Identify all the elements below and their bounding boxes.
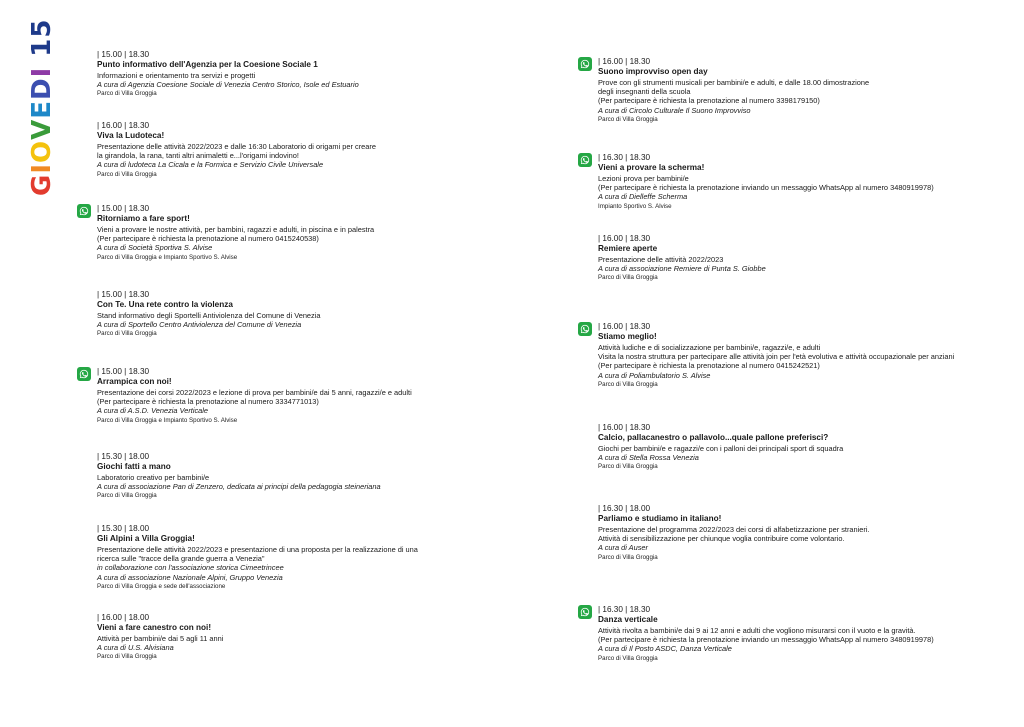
event-description: (Per partecipare è richiesta la prenotazione al numero 3398179150) xyxy=(598,96,820,106)
event-time: | 16.00 | 18.30 xyxy=(97,121,150,130)
event-organizer: A cura di U.S. Alvisiana xyxy=(97,642,174,652)
event-description: la girandola, la rana, tanti altri animaletti e...l'origami indovino! xyxy=(97,150,299,160)
event-description: (Per partecipare è richiesta la prenotazione al numero 0415242521) xyxy=(598,361,820,371)
event-title: Vieni a fare canestro con noi! xyxy=(97,623,212,632)
event-location: Parco di Villa Groggia xyxy=(598,381,658,389)
event-item xyxy=(97,290,497,339)
event-description: (Per partecipare è richiesta la prenotazione al numero 0415240538) xyxy=(97,233,319,243)
event-item xyxy=(97,524,497,592)
event-description: Lezioni prova per bambini/e xyxy=(598,173,689,183)
event-location: Parco di Villa Groggia xyxy=(97,170,157,178)
day-title xyxy=(27,18,57,196)
event-description: (Per partecipare è richiesta la prenotazione inviando un messaggio WhatsApp al numero 3480919978) xyxy=(598,182,934,192)
event-item xyxy=(598,504,1018,563)
event-time: | 16.00 | 18.30 xyxy=(598,57,651,66)
event-description: Presentazione delle attività 2022/2023 xyxy=(598,254,724,264)
event-time: | 16.30 | 18.30 xyxy=(598,153,651,162)
event-title: Parliamo e studiamo in italiano! xyxy=(598,514,722,523)
event-time: | 16.30 | 18.00 xyxy=(598,504,651,513)
event-organizer: A cura di associazione Remiere di Punta S. Giobbe xyxy=(598,263,766,273)
day-letter: I xyxy=(27,162,57,174)
event-location: Parco di Villa Groggia e sede dell'associazione xyxy=(97,583,226,591)
event-organizer: in collaborazione con l'associazione storica Cimeetrincee xyxy=(97,563,284,573)
event-description: degli insegnanti della scuola xyxy=(598,86,691,96)
event-location: Parco di Villa Groggia xyxy=(598,553,658,561)
event-title: Calcio, pallacanestro o pallavolo...quale pallone preferisci? xyxy=(598,433,829,442)
event-title: Vieni a provare la scherma! xyxy=(598,163,705,172)
event-description: Visita la nostra struttura per partecipare alle attività join per l'età evolutiva e attività occupazionale per anziani xyxy=(598,351,955,361)
event-location: Parco di Villa Groggia xyxy=(97,330,157,338)
event-organizer: A cura di Dielleffe Scherma xyxy=(598,192,688,202)
day-letter: I xyxy=(27,66,57,78)
event-time: | 15.30 | 18.00 xyxy=(97,452,150,461)
event-organizer: A cura di associazione Pan di Zenzero, dedicata ai principi della pedagogia steineriana xyxy=(97,481,381,491)
event-description: Presentazione dei corsi 2022/2023 e lezione di prova per bambini/e dai 5 anni, ragazzi/e e adulti xyxy=(97,387,412,397)
event-title: Viva la Ludoteca! xyxy=(97,131,165,140)
event-title: Con Te. Una rete contro la violenza xyxy=(97,300,233,309)
event-organizer: A cura di Auser xyxy=(598,543,648,553)
event-title: Ritorniamo a fare sport! xyxy=(97,214,190,223)
whatsapp-icon xyxy=(578,57,592,71)
day-number: 15 xyxy=(27,18,57,57)
event-organizer: A cura di Società Sportiva S. Alvise xyxy=(97,243,213,253)
event-item xyxy=(598,605,1018,664)
event-organizer: A cura di Poliambulatorio S. Alvise xyxy=(598,370,711,380)
event-description: Stand informativo degli Sportelli Antiviolenza del Comune di Venezia xyxy=(97,310,321,320)
event-location: Parco di Villa Groggia xyxy=(97,492,157,500)
day-name xyxy=(27,67,57,196)
event-location: Parco di Villa Groggia e Impianto Sportivo S. Alvise xyxy=(97,253,238,261)
event-description: Presentazione del programma 2022/2023 dei corsi di alfabetizzazione per stranieri. xyxy=(598,524,870,534)
event-organizer: A cura di Stella Rossa Venezia xyxy=(598,452,699,462)
event-time: | 16.00 | 18.30 xyxy=(598,322,651,331)
event-time: | 15.00 | 18.30 xyxy=(97,290,150,299)
event-time: | 15.30 | 18.00 xyxy=(97,524,150,533)
event-item xyxy=(97,204,497,263)
whatsapp-icon xyxy=(77,204,91,218)
event-description: Attività ludiche e di socializzazione per bambini/e, ragazzi/e, e adulti xyxy=(598,342,821,352)
event-item xyxy=(598,153,1018,212)
event-item xyxy=(97,121,497,180)
event-description: Vieni a provare le nostre attività, per bambini, ragazzi e adulti, in piscina e in palestra xyxy=(97,224,375,234)
event-title: Remiere aperte xyxy=(598,244,658,253)
event-location: Parco di Villa Groggia xyxy=(598,463,658,471)
day-letter: E xyxy=(27,99,57,119)
event-description: ricerca sulle "tracce della grande guerra a Venezia" xyxy=(97,553,265,563)
whatsapp-icon xyxy=(578,605,592,619)
event-organizer: A cura di A.S.D. Venezia Verticale xyxy=(97,406,209,416)
event-time: | 16.00 | 18.30 xyxy=(598,234,651,243)
event-item xyxy=(97,452,497,501)
event-organizer: A cura di Circolo Culturale Il Suono Improvviso xyxy=(598,105,751,115)
day-letter: D xyxy=(27,77,57,100)
event-title: Stiamo meglio! xyxy=(598,332,657,341)
event-location: Parco di Villa Groggia xyxy=(598,274,658,282)
event-title: Giochi fatti a mano xyxy=(97,462,171,471)
event-time: | 16.00 | 18.30 xyxy=(598,423,651,432)
event-item xyxy=(598,423,1018,472)
event-description: Attività rivolta a bambini/e dai 9 ai 12 anni e adulti che vogliono misurarsi con il vuoto e la gravità. xyxy=(598,625,916,635)
event-time: | 15.00 | 18.30 xyxy=(97,50,150,59)
event-title: Gli Alpini a Villa Groggia! xyxy=(97,534,195,543)
event-description: Attività di sensibilizzazione per chiunque voglia contribuire come volontario. xyxy=(598,533,845,543)
event-description: Presentazione delle attività 2022/2023 e presentazione di una proposta per la realizzazione di una xyxy=(97,544,418,554)
event-title: Suono improvviso open day xyxy=(598,67,708,76)
event-title: Danza verticale xyxy=(598,615,658,624)
event-title: Punto informativo dell'Agenzia per la Coesione Sociale 1 xyxy=(97,60,318,69)
day-letter: G xyxy=(27,173,57,196)
event-description: (Per partecipare è richiesta la prenotazione al numero 3334771013) xyxy=(97,396,319,406)
event-organizer: A cura di Il Posto ASDC, Danza Verticale xyxy=(598,644,732,654)
event-location: Parco di Villa Groggia xyxy=(97,653,157,661)
event-time: | 16.30 | 18.30 xyxy=(598,605,651,614)
event-item xyxy=(598,322,1018,390)
event-item xyxy=(598,234,1018,283)
event-description: Presentazione delle attività 2022/2023 e dalle 16:30 Laboratorio di origami per creare xyxy=(97,141,376,151)
whatsapp-icon xyxy=(578,322,592,336)
event-description: Informazioni e orientamento tra servizi e progetti xyxy=(97,70,256,80)
event-organizer: A cura di associazione Nazionale Alpini, Gruppo Venezia xyxy=(97,572,283,582)
event-location: Impianto Sportivo S. Alvise xyxy=(598,202,672,210)
event-item xyxy=(598,57,1018,125)
event-time: | 15.00 | 18.30 xyxy=(97,367,150,376)
event-title: Arrampica con noi! xyxy=(97,377,172,386)
event-organizer: A cura di ludoteca La Cicala e la Formica e Servizio Civile Universale xyxy=(97,160,324,170)
event-organizer: A cura di Agenzia Coesione Sociale di Venezia Centro Storico, Isole ed Estuario xyxy=(97,79,359,89)
event-organizer: A cura di Sportello Centro Antiviolenza del Comune di Venezia xyxy=(97,319,302,329)
day-letter: O xyxy=(27,139,57,163)
event-description: Giochi per bambini/e e ragazzi/e con i palloni dei principali sport di squadra xyxy=(598,443,844,453)
whatsapp-icon xyxy=(77,367,91,381)
event-location: Parco di Villa Groggia xyxy=(97,90,157,98)
event-description: Prove con gli strumenti musicali per bambini/e e adulti, e dalle 18.00 dimostrazione xyxy=(598,77,870,87)
event-description: Attività per bambini/e dai 5 agli 11 anni xyxy=(97,633,224,643)
event-description: (Per partecipare è richiesta la prenotazione inviando un messaggio WhatsApp al numero 3480919978) xyxy=(598,634,934,644)
event-time: | 15.00 | 18.30 xyxy=(97,204,150,213)
event-location: Parco di Villa Groggia xyxy=(598,654,658,662)
event-time: | 16.00 | 18.00 xyxy=(97,613,150,622)
whatsapp-icon xyxy=(578,153,592,167)
event-description: Laboratorio creativo per bambini/e xyxy=(97,472,210,482)
event-item xyxy=(97,50,497,99)
event-location: Parco di Villa Groggia xyxy=(598,116,658,124)
day-letter: V xyxy=(27,118,57,140)
event-item xyxy=(97,613,497,662)
event-location: Parco di Villa Groggia e Impianto Sportivo S. Alvise xyxy=(97,416,238,424)
event-item xyxy=(97,367,497,426)
